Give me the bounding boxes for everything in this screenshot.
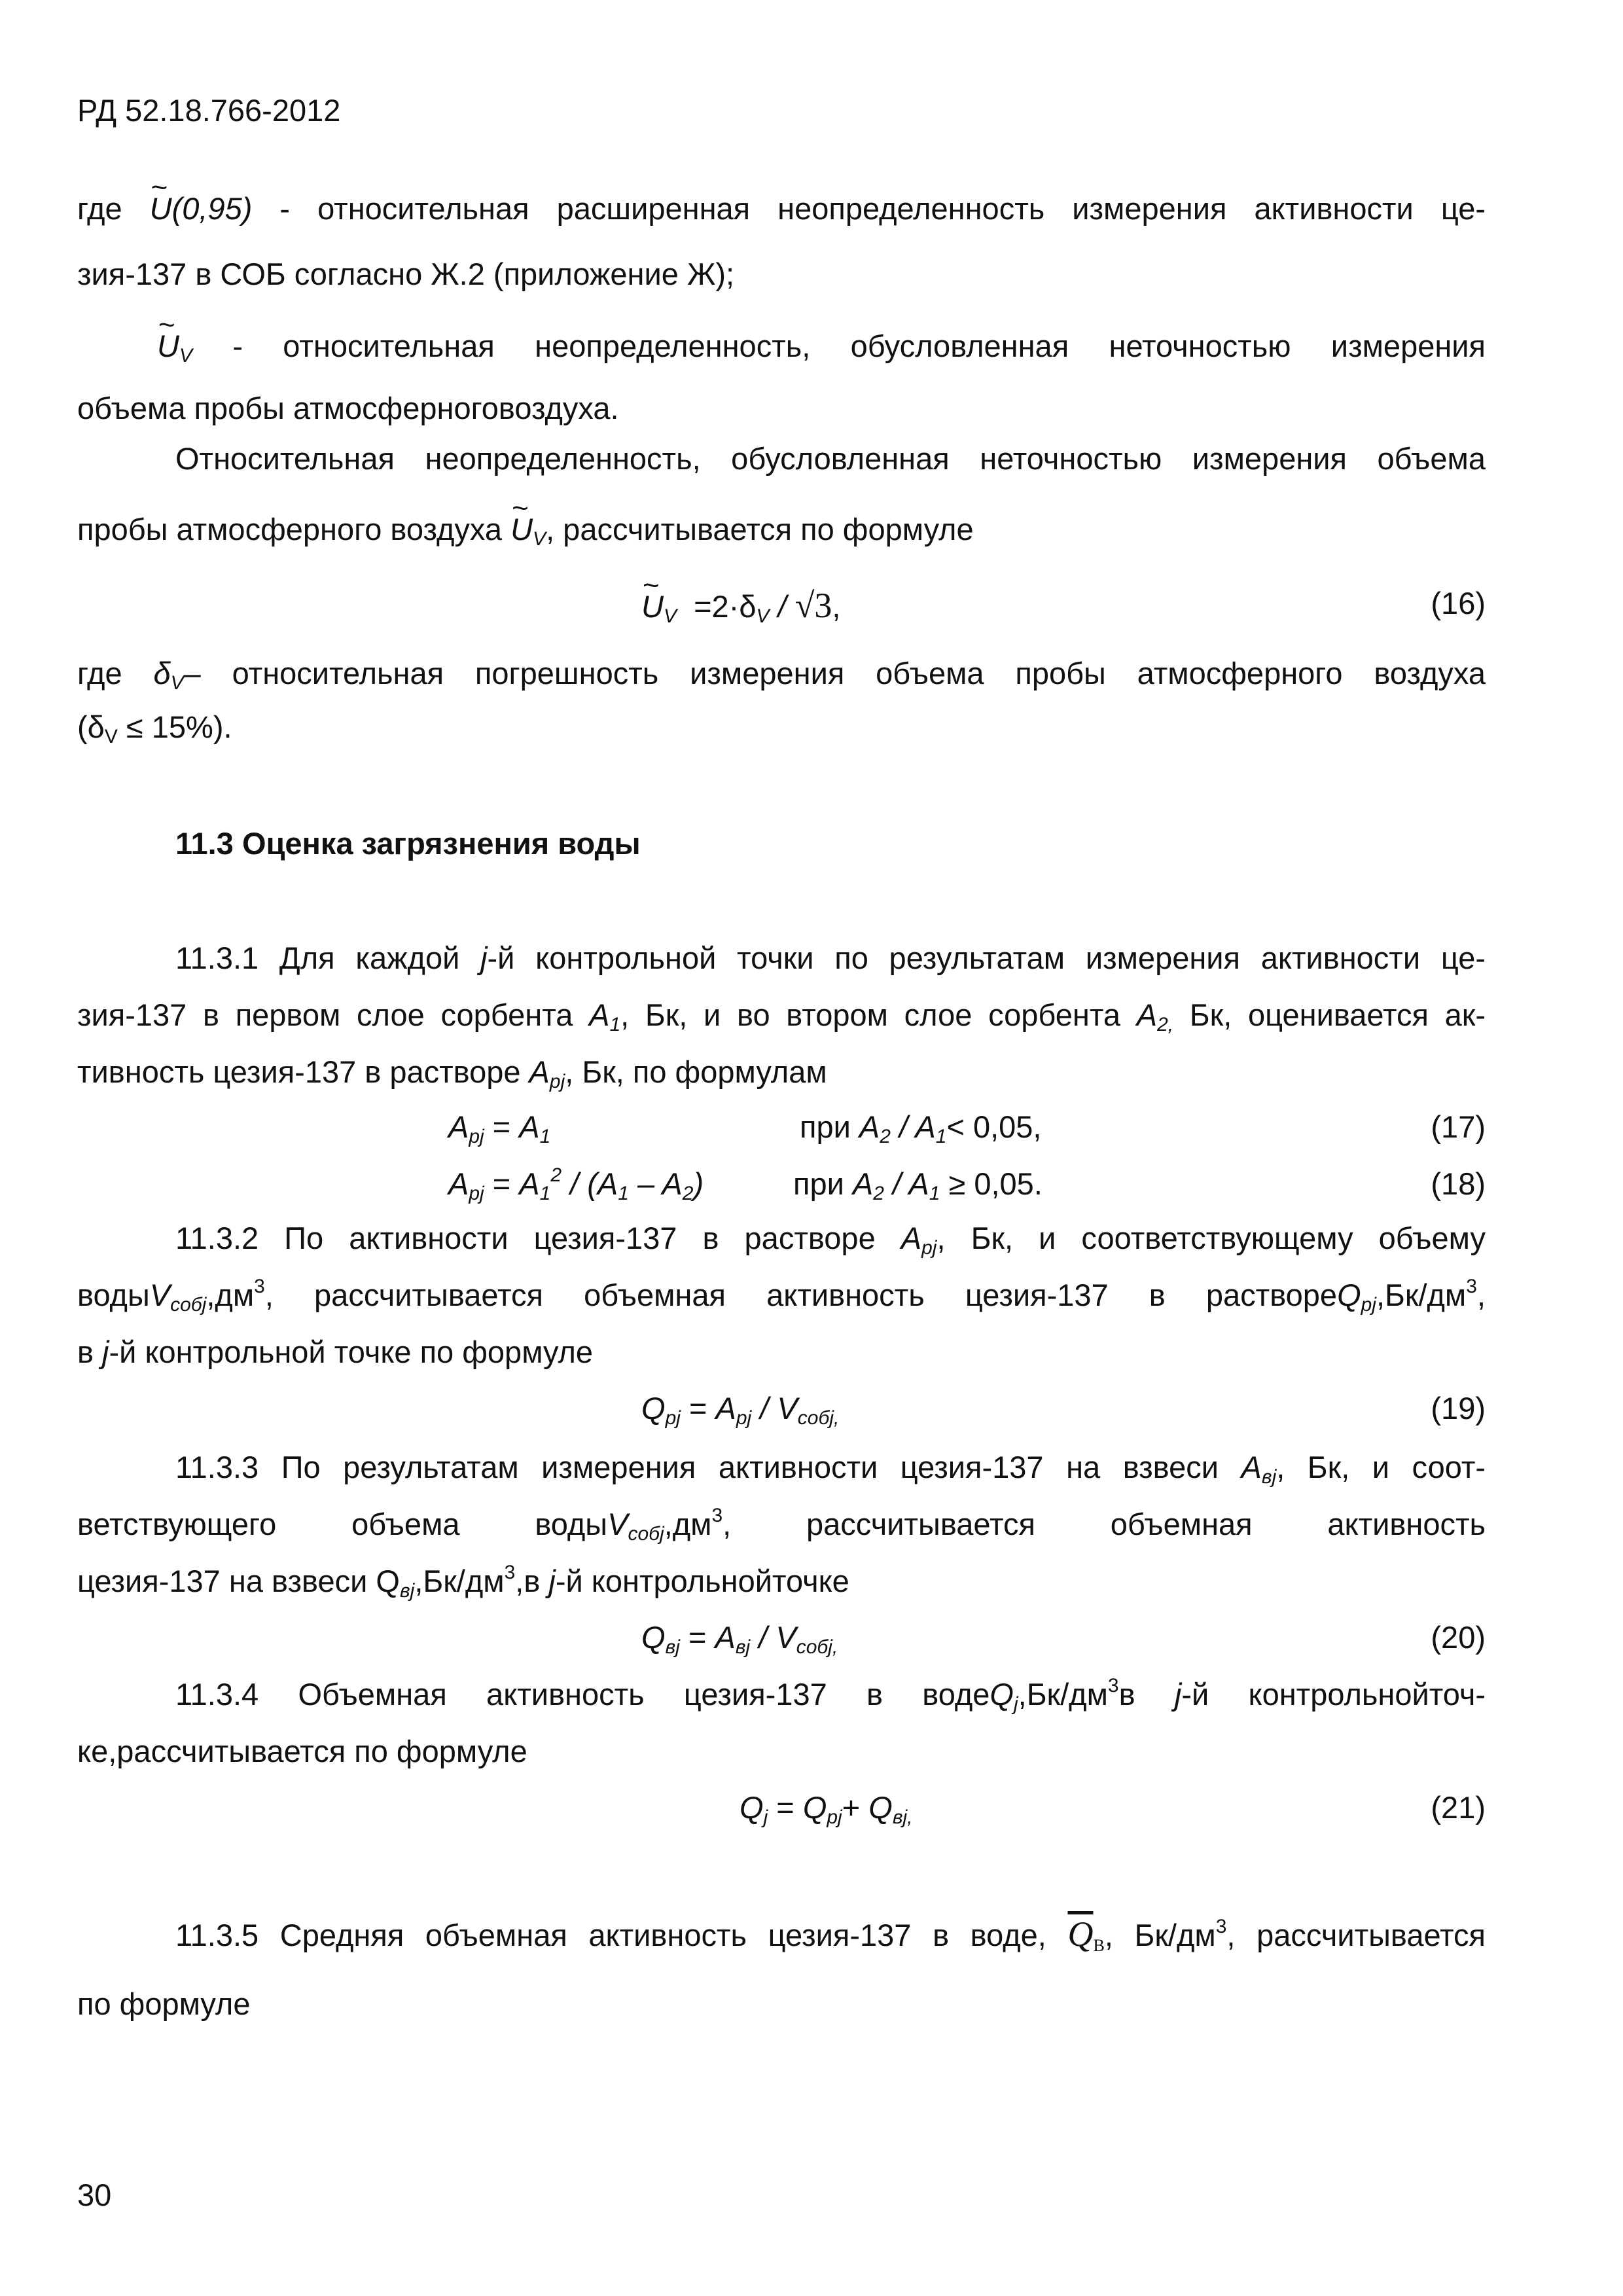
page-number: 30 [77,2178,112,2212]
paragraph-delta-definition: где $\delta_V-$ относительная погрешность измерения объема пробы атмосферного воздуха $(\delta_V \le 15\%)$. [77,656,1486,747]
document-code: РД 52.18.766-2012 [77,93,341,128]
paragraph-uncertainty-definitions: где ~ U(0,95) - относительная расширенная неопределенность измерения активности це- зия-137 в СОБ согласно Ж.2 (приложение Ж); ~ $U_V$ - относительная неопределенность, обусловленная неточностью измерения объема пробы атмосферноговоздуха. [77,193,1486,435]
equation-17-condition: при $A_2 / A_1< 0,05$, [800,1109,1042,1147]
equation-number-18: (18) [1431,1166,1486,1201]
equation-number-21: (21) [1431,1790,1486,1825]
equation-16: ~ $U_V =2\cdot\delta_V / √3$, [641,588,840,623]
equation-17: $A_{pj} = A_1$ [448,1109,551,1147]
equation-number-17: (17) [1431,1109,1486,1144]
equation-number-16: (16) [1431,586,1486,620]
paragraph-11-3-1: 11.3.1 Для каждой j-й контрольной точки по результатам измерения активности це- зия-137 в первом слое сорбента $A_1$, Бк, и во втором слое сорбента $A_{2,}$ Бк, оценивается ак- тивность цезия-137 в растворе $A_{pj}$, Бк, по формулам [77,941,1486,1092]
equation-18-condition: при $A_2 / A_1 \ge 0,05$. [793,1166,1043,1204]
paragraph-volume-uncertainty: Относительная неопределенность, обусловленная неточностью измерения объема пробы атмосферного воздуха ~ $U_V$, рассчитывается по формуле [77,443,1486,556]
equation-21: $Q_j = Q_{pj}+ Q_{вj,}$ [740,1790,913,1828]
section-heading: 11.3 Оценка загрязнения воды [175,826,641,861]
paragraph-11-3-5: 11.3.5 Средняя объемная активность цезия-137 в воде, $\overline{Q}_В$, $Бк/дм^3$, рассчитывается по формуле [77,1914,1486,2021]
equation-18: $A_{pj} = A_1^2 / (A_1 - A_2)$ [448,1164,704,1204]
paragraph-11-3-2: 11.3.2 По активности цезия-137 в растворе $A_{pj}$, Бк, и соответствующему объему $водыV_{собj},дм^3$, рассчитывается объемная активность цезия-137 в $раствореQ_{pj},Бк/дм^3$, в j-й контрольной точке по формуле [77,1221,1486,1369]
paragraph-11-3-3: 11.3.3 По результатам измерения активности цезия-137 на взвеси $A_{вj}$, Бк, и соот- ветствующего объема $водыV_{собj},дм^3$, рассчитывается объемная активность цезия-137 на взвеси $Q_{вj},Бк/дм^3,в$ j-й контрольнойточке [77,1450,1486,1602]
paragraph-11-3-4: 11.3.4 Объемная активность цезия-137 в $водеQ_j,Бк/дм^3в$ j-й контрольнойточ- ке,рассчитывается по формуле [77,1675,1486,1768]
equation-20: $Q_{вj} = A_{вj} / V_{собj,}$ [641,1620,838,1658]
equation-19: $Q_{pj} = A_{pj} / V_{собj,}$ [641,1391,840,1429]
equation-number-20: (20) [1431,1620,1486,1655]
equation-number-19: (19) [1431,1391,1486,1426]
